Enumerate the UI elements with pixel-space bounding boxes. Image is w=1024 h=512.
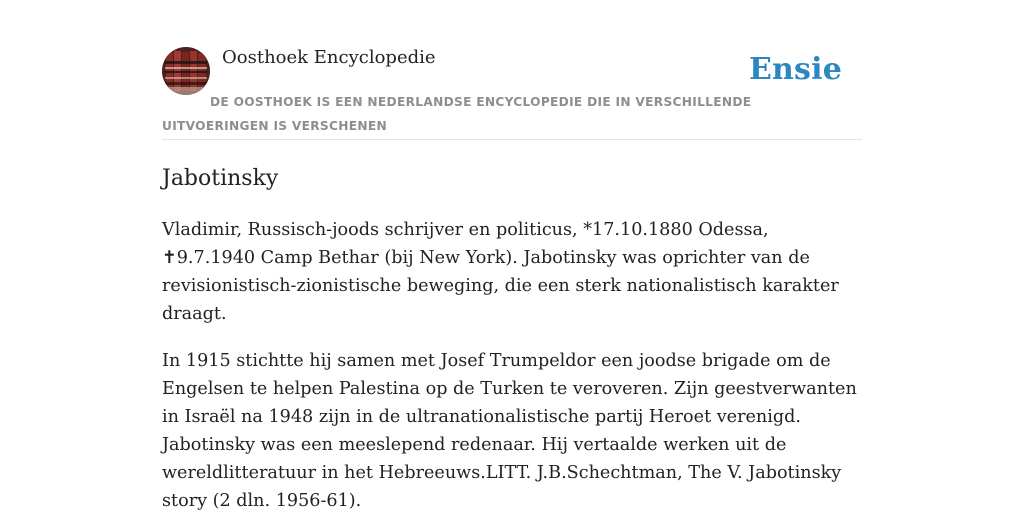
article-body [162, 216, 862, 512]
book-spines-icon [162, 47, 210, 95]
site-tagline: DE OOSTHOEK IS EEN NEDERLANDSE ENCYCLOPEDIE DIE IN VERSCHILLENDE UITVOERINGEN IS VERSCHENEN [162, 95, 752, 133]
article-paragraph: In 1915 stichtte hij samen met Josef Trumpeldor een joodse brigade om de Engelsen te helpen Palestina op de Turken te veroveren. Zijn geestverwanten in Israël na 1948 zijn in de ultranationalistische partij Heroet verenigd. Jabotinsky was een meeslepend redenaar. Hij vertaalde werken uit de wereldlitteratuur in het Hebreeuws.LITT. J.B.Schechtman, The V. Jabotinsky story (2 dln. 1956-61). [162, 351, 857, 511]
article-title: Jabotinsky [162, 166, 279, 191]
header-divider [162, 139, 862, 140]
site-name[interactable]: Oosthoek Encyclopedie [222, 47, 436, 68]
avatar[interactable] [162, 47, 210, 95]
brand-logo[interactable]: Ensie [748, 52, 842, 87]
article-paragraph: Vladimir, Russisch-joods schrijver en politicus, *17.10.1880 Odessa, ✝9.7.1940 Camp Bethar (bij New York). Jabotinsky was oprichter van de revisionistisch-zionistische beweging, die een sterk nationalistisch karakter draagt. [162, 220, 839, 324]
